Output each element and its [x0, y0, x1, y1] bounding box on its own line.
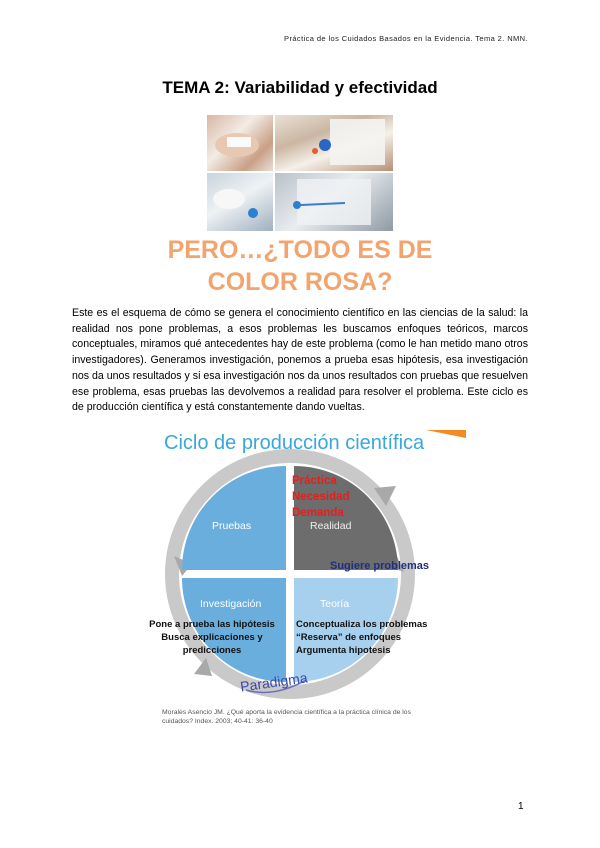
page-number: 1 [518, 801, 524, 812]
photo-transparent-dressing [275, 173, 393, 231]
headline-line-2: COLOR ROSA? [207, 268, 393, 296]
quadrant-label-investigacion: Investigación [200, 598, 262, 610]
teoria-notes [296, 618, 427, 657]
citation-line-1: Morales Asencio JM. ¿Qué aporta la evidencia científica a la práctica clínica de los [162, 709, 411, 716]
quadrant-label-pruebas: Pruebas [212, 520, 252, 532]
photo-wound-dressing [275, 115, 393, 171]
note-pone-a-prueba: Pone a prueba las hipótesis [149, 619, 275, 630]
clinical-photo-collage [207, 115, 393, 231]
paradigma-label: Paradigma [239, 669, 309, 695]
body-paragraph: Este es el esquema de cómo se genera el conocimiento científico en las ciencias de la salud: la realidad nos pone problemas, a esos problemas les buscamos enfoques teóricos, marcos conceptuales, miramos qué antecedentes hay de este problema (como le han metido mano otros investigadores). Generamos investigación, ponemos a prueba esas hipótesis, esa investigación nos da unos resultados y si esa investigación nos da unos resultados con pruebas que resuelven ese problema, esas pruebas las devolvemos a realidad para resolver el problema. Este ciclo es de producción científica y está constantemente dando vueltas. [72, 307, 528, 414]
quadrant-label-teoria: Teoría [320, 598, 350, 610]
sugiere-problemas-label: Sugiere problemas [330, 560, 430, 572]
headline-line-1: PERO…¿TODO ES DE [167, 236, 433, 264]
running-header: Práctica de los Cuidados Basados en la Evidencia. Tema 2. NMN. [284, 34, 528, 43]
note-predicciones: predicciones [182, 645, 242, 656]
figure-citation [162, 708, 411, 726]
quadrant-label-realidad: Realidad [310, 520, 352, 532]
cycle-diagram [134, 428, 468, 734]
note-argumenta: Argumenta hipotesis [296, 645, 391, 656]
note-busca-explicaciones: Busca explicaciones y [161, 632, 263, 643]
note-conceptualiza: Conceptualiza los problemas [296, 619, 428, 630]
photo-catheter [207, 173, 273, 231]
photo-hands-bandage [207, 115, 273, 171]
realidad-red-labels [292, 473, 350, 521]
label-practica: Práctica [292, 475, 337, 487]
investigacion-notes [138, 618, 286, 657]
page-title: TEMA 2: Variabilidad y efectividad [162, 78, 438, 97]
citation-line-2: cuidados? Index. 2003; 40-41: 36-40 [162, 718, 273, 725]
headline [0, 234, 600, 298]
note-reserva: “Reserva” de enfoques [296, 632, 402, 643]
label-necesidad: Necesidad [292, 491, 350, 503]
diagram-title: Ciclo de producción científica [164, 432, 425, 454]
label-demanda: Demanda [292, 507, 344, 519]
